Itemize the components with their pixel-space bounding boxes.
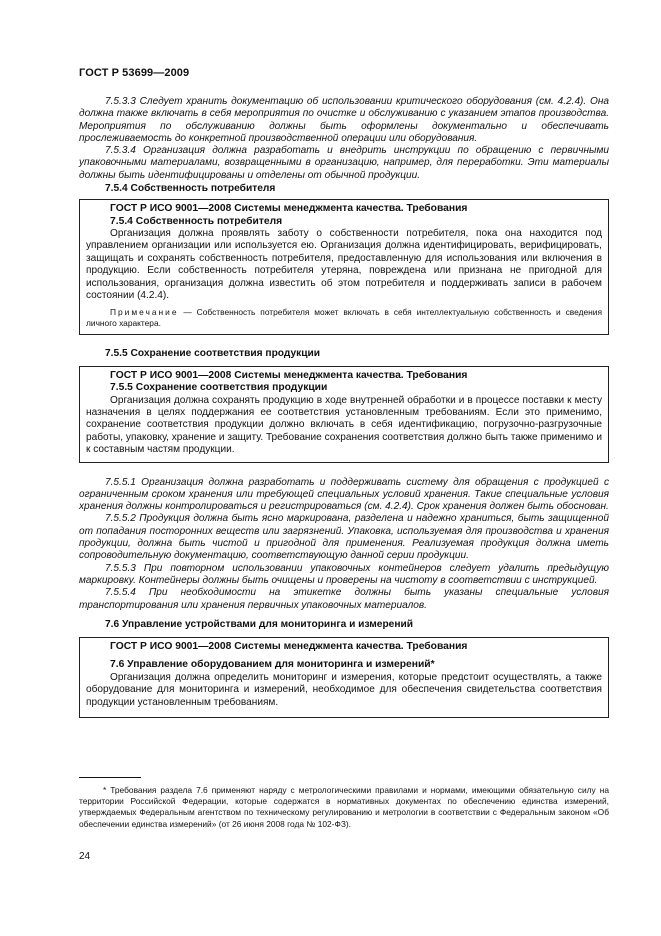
box-title: ГОСТ Р ИСО 9001—2008 Системы менеджмента качества. Требования [110,369,468,381]
paragraph-7-5-5-1: 7.5.5.1 Организация должна разработать и поддерживать систему для обращения с продукцией с ограниченным сроком хранения или требующей специальных условий хранения. Такие специальные условия хранения должны контролироваться и регистрироваться (см. 4.2.4). Срок хранения должен быть обоснован. [79,476,609,513]
box-title: ГОСТ Р ИСО 9001—2008 Системы менеджмента качества. Требования [110,203,468,215]
page-number: 24 [79,851,91,862]
box-text: Организация должна проявлять заботу о собственности потребителя, пока она находится под управлением организации или используется ею. Организация должна идентифицировать, верифицировать, защищать и сохранять собственность потребителя, предоставленную для использования или включения в продукцию. Если собственность потребителя утеряна, повреждена или признана не пригодной для использования, организация должна известить об этом потребителя и поддерживать записи в рабочем состоянии (4.2.4). [86,228,602,302]
box-text: Организация должна сохранять продукцию в ходе внутренней обработки и в процессе поставки к месту назначения в целях поддержания ее соответствия установленным требованиям. Если это применимо, сохранение соответствия продукции должно включать в себя идентификацию, погрузочно-разгрузочные работы, упаковку, хранение и защиту. Требование сохранения соответствия должно быть также применимо и к составным частям продукции. [86,394,602,456]
box-subtitle: 7.5.5 Сохранение соответствия продукции [110,382,328,394]
standard-quote-box-7-5-4 [79,199,609,334]
standard-quote-box-7-6 [79,637,609,718]
footnote-divider [79,777,141,778]
paragraph-7-5-5-3: 7.5.5.3 При повторном использовании упаковочных контейнеров следует удалить предыдущую маркировку. Контейнеры должны быть очищены и проверены на чистоту в соответствии с инструкцией. [79,562,609,586]
footnote: * Требования раздела 7.6 применяют наряду с метрологическими правилами и нормами, имеющими обязательную силу на территории Российской Федерации, которые содержатся в нормативных документах по обеспечению единства измерений, утверждаемых Федеральным агентством по техническому регулированию и метрологии в соответствии с Федеральным законом «Об обеспечении единства измерений» (от 26 июня 2008 года № 102-ФЗ). [79,785,609,829]
paragraph-7-5-3-3: 7.5.3.3 Следует хранить документацию об использовании критического оборудования (см. 4.2.4). Она должна также включать в себя мероприятия по очистке и обслуживанию с указанием этапов производства. Мероприятия по обслуживанию должны быть оформлены документально и обеспечивать прослеживаемость до конкретной производственной операции или оборудования. [79,96,609,144]
section-heading-7-6: 7.6 Управление устройствами для мониторинга и измерений [105,618,414,630]
paragraph-7-5-5-4: 7.5.5.4 При необходимости на этикетке должны быть указаны специальные условия транспортирования или хранения первичных упаковочных материалов. [79,587,609,611]
paragraph-7-5-5-2: 7.5.5.2 Продукция должна быть ясно маркирована, разделена и надежно храниться, быть защищенной от попадания посторонних веществ или загрязнений. Упаковка, используемая для производства и хранения продукции, должна быть чистой и пригодной для применения. Реализуемая продукция должна иметь сопроводительную документацию, соответствующую данной серии продукции. [79,513,609,562]
box-subtitle: 7.6 Управление оборудованием для мониторинга и измерений* [110,659,435,671]
box-text: Организация должна определить мониторинг и измерения, которые предстоит осуществлять, а также оборудование для мониторинга и измерений, необходимое для обеспечения свидетельства соответствия продукции установленным требованиям. [86,671,602,708]
page-content [79,96,609,722]
section-heading-7-5-5: 7.5.5 Сохранение соответствия продукции [105,347,321,359]
note-text: — Собственность потребителя может включать в себя интеллектуальную собственность и сведения личного характера. [86,306,602,328]
page-header: ГОСТ Р 53699—2009 [79,67,190,79]
box-subtitle: 7.5.4 Собственность потребителя [110,215,283,227]
box-note [86,307,602,329]
note-label: Примечание [110,306,179,317]
box-title: ГОСТ Р ИСО 9001—2008 Системы менеджмента качества. Требования [110,640,468,652]
section-heading-7-5-4: 7.5.4 Собственность потребителя [105,183,276,195]
paragraph-7-5-3-4: 7.5.3.4 Организация должна разработать и внедрить инструкции по обращению с первичными упаковочными материалами, возвращенными в организацию, например, для переработки. Эти материалы должны быть идентифицированы и отделены от обычной продукции. [79,145,609,181]
standard-quote-box-7-5-5 [79,366,609,463]
